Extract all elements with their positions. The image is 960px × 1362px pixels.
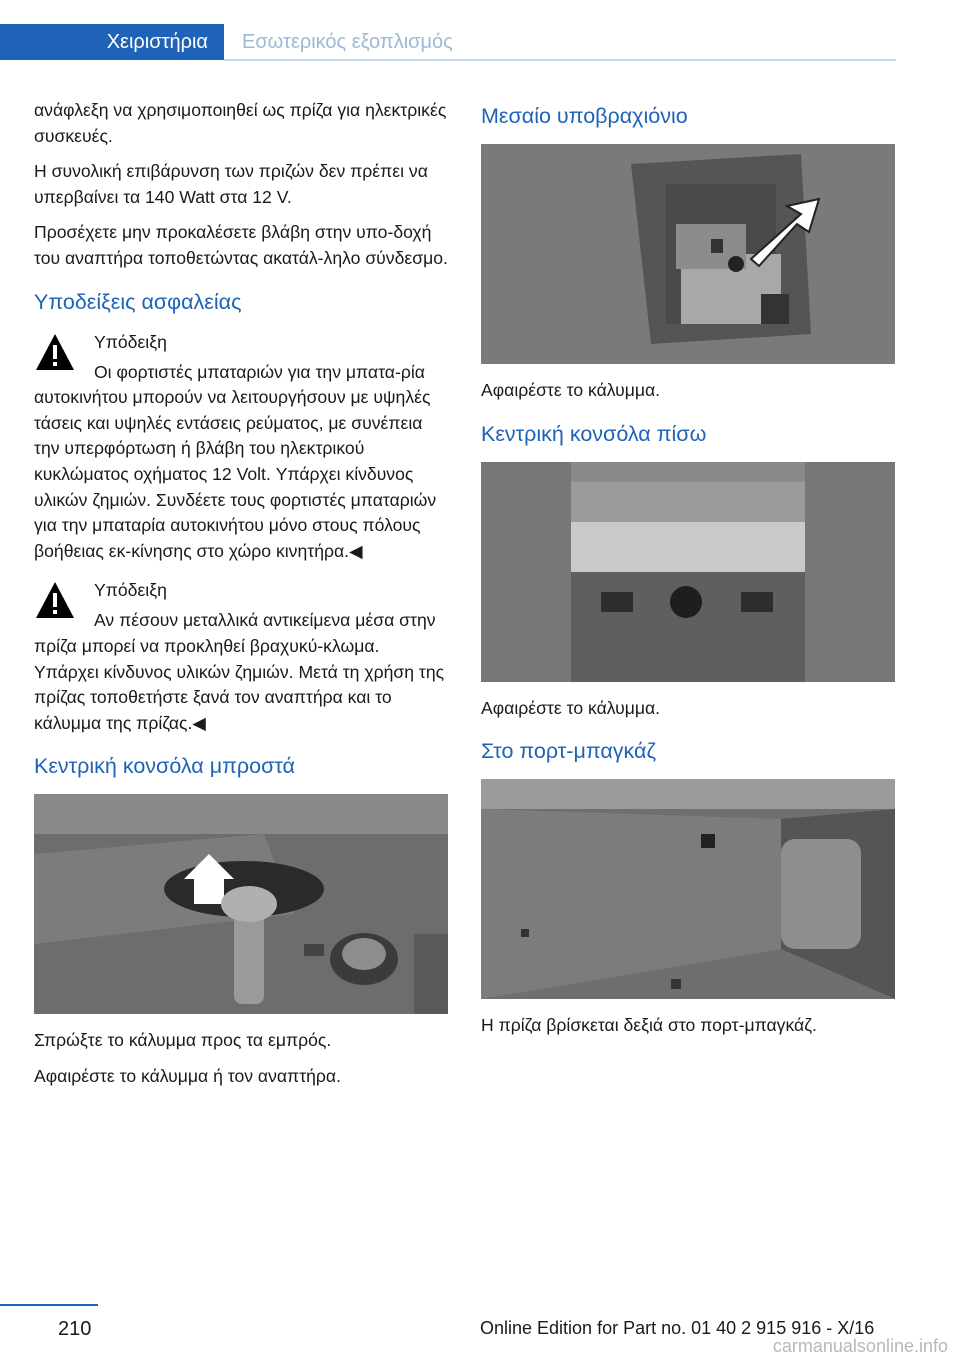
footer-divider [0,1304,98,1306]
front-console-photo [34,794,448,1014]
watermark: carmanualsonline.info [772,1336,948,1356]
safety-heading: Υποδείξεις ασφαλείας [34,289,242,314]
warning-triangle-icon [34,332,76,372]
paragraph-plug-caution: Προσέχετε μην προκαλέσετε βλάβη στην υπο‐δοχή του αναπτήρα τοποθετώντας ακατάλ‐ληλο σύνδεσμο. [34,222,448,268]
front-console-heading: Κεντρική κονσόλα μπροστά [34,754,295,779]
rear-console-photo [481,462,895,682]
warning-triangle-icon [34,580,76,620]
warning-1-text: Οι φορτιστές μπαταριών για την μπατα‐ρία αυτοκινήτου μπορούν να λειτουργήσουν με υψηλές τάσεις και υψηλές εντάσεις ρεύματος, με συνέπεια την υπερφόρτωση ή βλάβη του ηλεκτρικού κυκλώματος οχήματος 12 Volt. Υπάρχει κίνδυνος υλικών ζημιών. Συνδέετε τους φορτιστές μπαταριών για την μπαταρία αυτοκινήτου μόνο στους πόλους βοήθειας εκ‐κίνησης στο χώρο κινητήρα.◀ [34,361,437,561]
armrest-photo [481,144,895,364]
tab-interior-equipment[interactable]: Εσωτερικός εξοπλισμός [242,31,453,53]
rear-console-heading: Κεντρική κονσόλα πίσω [481,421,707,446]
header-tabbar [0,0,896,60]
paragraph-load-limit: Η συνολική επιβάρυνση των πριζών δεν πρέπει να υπερβαίνει τα 140 Watt στα 12 V. [34,161,428,207]
trunk-photo [481,779,895,999]
edition-note: Online Edition for Part no. 01 40 2 915 916 - X/16 [480,1318,875,1338]
rear-caption: Αφαιρέστε το κάλυμμα. [481,697,661,718]
trunk-caption: Η πρίζα βρίσκεται δεξιά στο πορτ-μπαγκάζ. [481,1015,817,1036]
trunk-heading: Στο πορτ-μπαγκάζ [481,739,656,764]
right-column [481,98,895,1049]
warning-2-label: Υπόδειξη [94,580,167,601]
tab-controls[interactable]: Χειριστήρια [0,24,224,60]
warning-1-label: Υπόδειξη [94,331,167,352]
left-column [34,98,448,1099]
armrest-caption: Αφαιρέστε το κάλυμμα. [481,380,661,400]
warning-2-text: Αν πέσουν μεταλλικά αντικείμενα μέσα στην πρίζα μπορεί να προκληθεί βραχυκύ‐κλωμα. Υπάρχει κίνδυνος υλικών ζημιών. Μετά τη χρήση της πρίζας τοποθετήστε ξανά τον αναπτήρα και το κάλυμμα της πρίζας.◀ [34,610,445,733]
paragraph-socket-use: ανάφλεξη να χρησιμοποιηθεί ως πρίζα για ηλεκτρικές συσκευές. [34,100,447,146]
front-caption-remove: Αφαιρέστε το κάλυμμα ή τον αναπτήρα. [34,1065,341,1086]
armrest-heading: Μεσαίο υποβραχιόνιο [481,104,688,128]
header-divider [224,59,896,61]
front-caption-push: Σπρώξτε το κάλυμμα προς τα εμπρός. [34,1030,332,1051]
page-number: 210 [58,1318,92,1340]
